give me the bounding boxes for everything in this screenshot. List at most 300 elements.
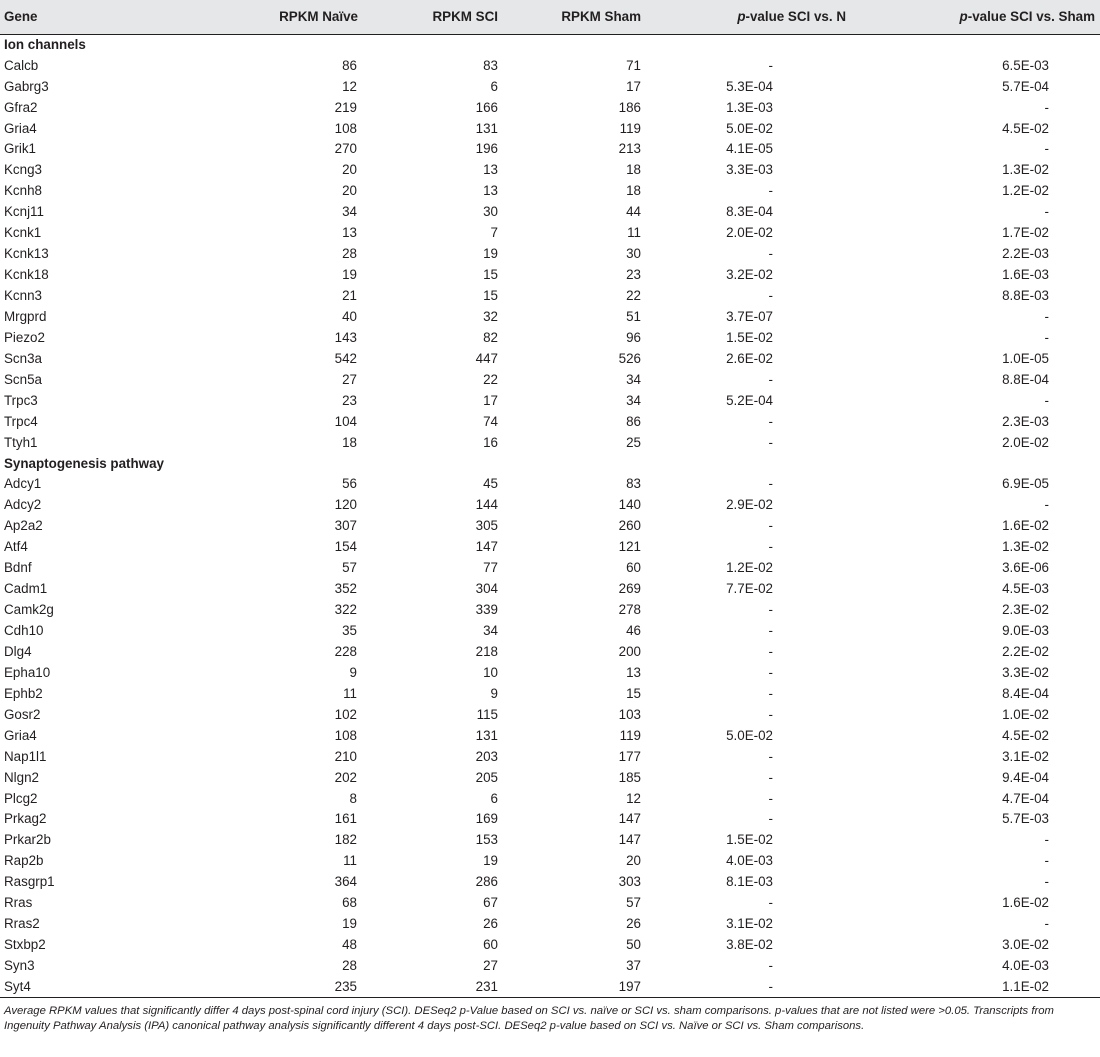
cell-p-sci-vs-sham: 8.8E-03 — [1002, 288, 1049, 304]
header-p-sci-vs-sham — [859, 0, 1100, 34]
cell-p-sci-vs-n: - — [768, 664, 773, 680]
table-row — [0, 830, 1100, 851]
cell-rpkm-naive: 23 — [342, 392, 357, 408]
cell-gene: Gabrg3 — [4, 78, 49, 94]
cell-rpkm-sci: 26 — [483, 916, 498, 932]
cell-p-sci-vs-sham: 1.6E-02 — [1002, 518, 1049, 534]
cell-gene: Rap2b — [4, 853, 44, 869]
table-row — [0, 264, 1100, 285]
cell-p-sci-vs-sham: - — [1044, 204, 1049, 220]
cell-p-sci-vs-sham: - — [1044, 853, 1049, 869]
cell-p-sci-vs-n: - — [768, 539, 773, 555]
cell-gene: Plcg2 — [4, 790, 38, 806]
cell-rpkm-naive: 352 — [334, 581, 357, 597]
cell-rpkm-sham: 278 — [618, 602, 641, 618]
cell-p-sci-vs-sham: 2.0E-02 — [1002, 434, 1049, 450]
cell-p-sci-vs-sham: 3.3E-02 — [1002, 664, 1049, 680]
cell-rpkm-sham: 177 — [618, 748, 641, 764]
table-row — [0, 557, 1100, 578]
table-body — [0, 34, 1100, 997]
header-rpkm-sci: RPKM SCI — [366, 0, 506, 34]
cell-p-sci-vs-n: - — [768, 371, 773, 387]
cell-rpkm-sham: 140 — [618, 497, 641, 513]
cell-gene: Syn3 — [4, 958, 35, 974]
cell-gene: Mrgprd — [4, 308, 47, 324]
cell-rpkm-sham: 46 — [626, 623, 641, 639]
cell-rpkm-sci: 10 — [483, 664, 498, 680]
header-p-sci-vs-n — [649, 0, 859, 34]
cell-rpkm-naive: 34 — [342, 204, 357, 220]
cell-p-sci-vs-sham: 1.6E-02 — [1002, 895, 1049, 911]
cell-gene: Syt4 — [0, 976, 150, 997]
cell-p-sci-vs-n: - — [768, 246, 773, 262]
table-row — [0, 411, 1100, 432]
cell-gene: Rras2 — [4, 916, 40, 932]
cell-rpkm-naive: 28 — [342, 246, 357, 262]
cell-rpkm-sci: 15 — [483, 288, 498, 304]
cell-p-sci-vs-sham: 6.5E-03 — [1002, 57, 1049, 73]
cell-rpkm-sci: 305 — [475, 518, 498, 534]
cell-rpkm-sham: 11 — [627, 225, 641, 241]
cell-p-sci-vs-n: 4.0E-03 — [726, 853, 773, 869]
cell-rpkm-sham: 86 — [626, 413, 641, 429]
cell-p-sci-vs-sham: - — [1044, 141, 1049, 157]
cell-gene: Piezo2 — [4, 329, 45, 345]
cell-rpkm-sham: 186 — [618, 99, 641, 115]
table-row — [0, 76, 1100, 97]
cell-p-sci-vs-sham: 1.0E-05 — [1002, 350, 1049, 366]
cell-rpkm-sci: 144 — [475, 497, 498, 513]
cell-rpkm-sham: 57 — [626, 895, 641, 911]
cell-p-sci-vs-sham: 5.7E-04 — [1002, 78, 1049, 94]
cell-p-sci-vs-sham: 1.2E-02 — [1002, 183, 1049, 199]
cell-rpkm-naive: 108 — [334, 727, 357, 743]
table-row — [0, 306, 1100, 327]
cell-p-sci-vs-n: - — [768, 769, 773, 785]
table-row — [0, 390, 1100, 411]
cell-rpkm-sci: 19 — [483, 246, 498, 262]
cell-p-sci-vs-n: 2.0E-02 — [726, 225, 773, 241]
cell-p-sci-vs-n: 3.1E-02 — [726, 916, 773, 932]
cell-gene: Camk2g — [4, 602, 54, 618]
cell-rpkm-naive: 20 — [342, 183, 357, 199]
table-row — [0, 976, 1100, 997]
table-row — [0, 662, 1100, 683]
cell-rpkm-sham: 44 — [626, 204, 641, 220]
table-row — [0, 369, 1100, 390]
cell-gene: Nlgn2 — [4, 769, 39, 785]
cell-gene: Dlg4 — [4, 643, 32, 659]
table-row — [0, 725, 1100, 746]
cell-gene: Gosr2 — [4, 706, 41, 722]
cell-rpkm-sci: 131 — [475, 120, 498, 136]
cell-p-sci-vs-n: - — [768, 790, 773, 806]
table-row — [0, 934, 1100, 955]
cell-p-sci-vs-sham: 5.7E-03 — [1002, 811, 1049, 827]
cell-rpkm-sham: 37 — [626, 958, 641, 974]
cell-p-sci-vs-n: - — [768, 476, 773, 492]
table-row — [0, 181, 1100, 202]
table-row — [0, 327, 1100, 348]
cell-gene: Kcnk13 — [4, 246, 49, 262]
cell-p-sci-vs-sham: 6.9E-05 — [1002, 476, 1049, 492]
cell-p-sci-vs-n: 8.3E-04 — [726, 204, 773, 220]
cell-gene: Trpc4 — [4, 413, 38, 429]
cell-p-sci-vs-n: 5.0E-02 — [726, 120, 773, 136]
cell-p-sci-vs-n: 7.7E-02 — [726, 581, 773, 597]
cell-rpkm-naive: 364 — [334, 874, 357, 890]
cell-p-sci-vs-n: - — [768, 518, 773, 534]
cell-rpkm-sci: 67 — [483, 895, 498, 911]
cell-rpkm-sci: 286 — [475, 874, 498, 890]
cell-gene: Trpc3 — [4, 392, 38, 408]
cell-rpkm-naive: 161 — [334, 811, 357, 827]
cell-p-sci-vs-n: 3.7E-07 — [726, 308, 773, 324]
table-row — [0, 348, 1100, 369]
cell-rpkm-naive: 86 — [342, 57, 357, 73]
cell-rpkm-sham: 103 — [618, 706, 641, 722]
section-title: Synaptogenesis pathway — [4, 455, 164, 471]
cell-rpkm-sci: 30 — [483, 204, 498, 220]
table-row — [0, 704, 1100, 725]
cell-rpkm-naive: 120 — [334, 497, 357, 513]
cell-p-sci-vs-sham: 4.0E-03 — [1002, 958, 1049, 974]
cell-p-sci-vs-sham: 2.2E-03 — [1002, 246, 1049, 262]
cell-rpkm-sci: 15 — [483, 267, 498, 283]
cell-gene: Kcng3 — [4, 162, 42, 178]
cell-p-sci-vs-sham: 3.0E-02 — [1002, 937, 1049, 953]
cell-rpkm-sci: 169 — [475, 811, 498, 827]
table-row — [0, 243, 1100, 264]
cell-p-sci-vs-sham: - — [1044, 329, 1049, 345]
cell-rpkm-naive: 27 — [342, 371, 357, 387]
cell-rpkm-sham: 15 — [626, 685, 641, 701]
cell-rpkm-sci: 45 — [483, 476, 498, 492]
section-title: Ion channels — [4, 37, 86, 53]
cell-p-sci-vs-n: - — [768, 183, 773, 199]
cell-p-sci-vs-sham: 4.5E-02 — [1002, 120, 1049, 136]
cell-rpkm-sham: 119 — [619, 120, 641, 136]
cell-rpkm-sham: 303 — [618, 874, 641, 890]
cell-rpkm-sham: 185 — [618, 769, 641, 785]
table-row — [0, 285, 1100, 306]
cell-rpkm-naive: 11 — [343, 853, 357, 869]
cell-p-sci-vs-sham: 1.0E-02 — [1002, 706, 1049, 722]
cell-p-sci-vs-n: 5.0E-02 — [726, 727, 773, 743]
cell-gene: Kcnh8 — [4, 183, 42, 199]
cell-p-sci-vs-n: - — [768, 57, 773, 73]
cell-gene: Ap2a2 — [4, 518, 43, 534]
cell-gene: Kcnn3 — [4, 288, 42, 304]
table-row — [0, 746, 1100, 767]
cell-rpkm-sci: 27 — [483, 958, 498, 974]
header-p-sci-vs-sham-text: -value SCI vs. Sham — [967, 9, 1095, 25]
cell-p-sci-vs-n: - — [768, 623, 773, 639]
cell-p-sci-vs-n: - — [768, 413, 773, 429]
cell-p-sci-vs-n: 3.8E-02 — [726, 937, 773, 953]
cell-rpkm-sham: 26 — [626, 916, 641, 932]
cell-p-sci-vs-sham: 1.1E-02 — [859, 976, 1100, 997]
cell-rpkm-naive: 235 — [150, 976, 366, 997]
header-p-sci-vs-sham-italic: p — [959, 9, 968, 25]
cell-p-sci-vs-sham: 1.3E-02 — [1002, 162, 1049, 178]
cell-rpkm-sham: 18 — [626, 162, 641, 178]
cell-p-sci-vs-n: - — [768, 685, 773, 701]
table-row — [0, 516, 1100, 537]
cell-rpkm-naive: 210 — [334, 748, 357, 764]
table-row — [0, 641, 1100, 662]
cell-rpkm-sci: 218 — [475, 643, 498, 659]
cell-rpkm-sci: 166 — [475, 99, 498, 115]
cell-p-sci-vs-n: 1.3E-03 — [726, 99, 773, 115]
cell-p-sci-vs-sham: 1.7E-02 — [1002, 225, 1049, 241]
cell-rpkm-sham: 119 — [619, 727, 641, 743]
cell-rpkm-sci: 16 — [483, 434, 498, 450]
cell-rpkm-naive: 18 — [342, 434, 357, 450]
cell-gene: Ephb2 — [4, 685, 43, 701]
cell-p-sci-vs-sham: 4.5E-03 — [1002, 581, 1049, 597]
cell-gene: Prkag2 — [4, 811, 47, 827]
table-row — [0, 537, 1100, 558]
cell-p-sci-vs-n: 3.3E-03 — [726, 162, 773, 178]
cell-rpkm-sci: 6 — [490, 78, 498, 94]
cell-rpkm-naive: 19 — [342, 267, 357, 283]
cell-rpkm-naive: 542 — [334, 350, 357, 366]
cell-p-sci-vs-sham: - — [1044, 874, 1049, 890]
cell-rpkm-sham: 526 — [618, 350, 641, 366]
cell-p-sci-vs-sham: 3.6E-06 — [1002, 560, 1049, 576]
cell-gene: Bdnf — [4, 560, 32, 576]
cell-rpkm-sham: 147 — [618, 832, 641, 848]
cell-p-sci-vs-sham: 1.3E-02 — [1002, 539, 1049, 555]
cell-rpkm-naive: 20 — [342, 162, 357, 178]
table-row — [0, 851, 1100, 872]
cell-rpkm-naive: 68 — [342, 895, 357, 911]
cell-p-sci-vs-sham: 8.4E-04 — [1002, 685, 1049, 701]
cell-rpkm-sham: 147 — [618, 811, 641, 827]
cell-rpkm-sham: 22 — [626, 288, 641, 304]
cell-rpkm-sci: 83 — [483, 57, 498, 73]
cell-p-sci-vs-n: - — [768, 706, 773, 722]
cell-rpkm-naive: 13 — [342, 225, 357, 241]
cell-rpkm-naive: 322 — [334, 602, 357, 618]
cell-gene: Rasgrp1 — [4, 874, 55, 890]
table-row — [0, 872, 1100, 893]
table-header-row — [0, 0, 1100, 34]
cell-rpkm-naive: 11 — [343, 685, 357, 701]
cell-p-sci-vs-n: - — [768, 288, 773, 304]
cell-rpkm-sci: 147 — [475, 539, 498, 555]
cell-rpkm-sci: 304 — [475, 581, 498, 597]
cell-rpkm-sham: 51 — [626, 308, 641, 324]
cell-p-sci-vs-sham: 9.4E-04 — [1002, 769, 1049, 785]
cell-gene: Epha10 — [4, 664, 51, 680]
cell-rpkm-naive: 35 — [342, 623, 357, 639]
cell-rpkm-naive: 28 — [342, 958, 357, 974]
cell-rpkm-sci: 17 — [483, 392, 498, 408]
table-row — [0, 788, 1100, 809]
cell-rpkm-sci: 339 — [475, 602, 498, 618]
cell-p-sci-vs-sham: 8.8E-04 — [1002, 371, 1049, 387]
cell-gene: Scn3a — [4, 350, 42, 366]
cell-p-sci-vs-n: 1.5E-02 — [726, 329, 773, 345]
cell-p-sci-vs-sham: - — [1044, 832, 1049, 848]
cell-rpkm-sci: 115 — [476, 706, 498, 722]
cell-rpkm-naive: 9 — [349, 664, 357, 680]
cell-p-sci-vs-n: - — [649, 976, 859, 997]
table-row — [0, 222, 1100, 243]
cell-rpkm-sham: 197 — [506, 976, 649, 997]
table-row — [0, 202, 1100, 223]
cell-gene: Kcnj11 — [4, 204, 44, 220]
cell-rpkm-sci: 60 — [483, 937, 498, 953]
table-row — [0, 892, 1100, 913]
cell-p-sci-vs-n: - — [768, 643, 773, 659]
table-row — [0, 432, 1100, 453]
cell-gene: Scn5a — [4, 371, 42, 387]
cell-gene: Gria4 — [4, 727, 37, 743]
cell-gene: Prkar2b — [4, 832, 51, 848]
cell-p-sci-vs-sham: - — [1044, 392, 1049, 408]
cell-rpkm-sci: 231 — [366, 976, 506, 997]
cell-p-sci-vs-sham: 1.6E-03 — [1002, 267, 1049, 283]
cell-rpkm-sci: 13 — [483, 162, 498, 178]
cell-p-sci-vs-sham: 2.3E-02 — [1002, 602, 1049, 618]
cell-gene: Atf4 — [4, 539, 28, 555]
cell-gene: Cdh10 — [4, 623, 44, 639]
cell-rpkm-naive: 202 — [334, 769, 357, 785]
cell-p-sci-vs-sham: 2.2E-02 — [1002, 643, 1049, 659]
table-row — [0, 55, 1100, 76]
cell-p-sci-vs-n: 2.6E-02 — [726, 350, 773, 366]
cell-rpkm-sham: 83 — [626, 476, 641, 492]
table-row — [0, 97, 1100, 118]
cell-rpkm-naive: 307 — [334, 518, 357, 534]
cell-rpkm-naive: 228 — [334, 643, 357, 659]
cell-rpkm-sham: 34 — [626, 371, 641, 387]
cell-rpkm-sham: 20 — [626, 853, 641, 869]
cell-p-sci-vs-n: 5.3E-04 — [726, 78, 773, 94]
table-row — [0, 913, 1100, 934]
cell-p-sci-vs-n: - — [768, 958, 773, 974]
cell-rpkm-naive: 182 — [334, 832, 357, 848]
cell-gene: Kcnk1 — [4, 225, 42, 241]
table-row — [0, 578, 1100, 599]
cell-rpkm-sham: 260 — [618, 518, 641, 534]
cell-p-sci-vs-n: 4.1E-05 — [726, 141, 773, 157]
cell-rpkm-naive: 19 — [342, 916, 357, 932]
cell-gene: Nap1l1 — [4, 748, 47, 764]
cell-p-sci-vs-sham: - — [1044, 99, 1049, 115]
cell-gene: Kcnk18 — [4, 267, 49, 283]
cell-rpkm-naive: 12 — [342, 78, 357, 94]
cell-gene: Ttyh1 — [4, 434, 38, 450]
cell-rpkm-sci: 6 — [490, 790, 498, 806]
cell-gene: Calcb — [4, 57, 39, 73]
cell-rpkm-sci: 203 — [475, 748, 498, 764]
cell-p-sci-vs-sham: 2.3E-03 — [1002, 413, 1049, 429]
cell-rpkm-naive: 104 — [334, 413, 357, 429]
cell-gene: Gfra2 — [4, 99, 38, 115]
cell-rpkm-sci: 447 — [475, 350, 498, 366]
cell-rpkm-sci: 9 — [490, 685, 498, 701]
cell-rpkm-naive: 108 — [334, 120, 357, 136]
table-row — [0, 620, 1100, 641]
cell-p-sci-vs-n: 3.2E-02 — [726, 267, 773, 283]
cell-gene: Gria4 — [4, 120, 37, 136]
cell-rpkm-sci: 82 — [483, 329, 498, 345]
cell-rpkm-sci: 19 — [483, 853, 498, 869]
cell-rpkm-sci: 13 — [483, 183, 498, 199]
cell-p-sci-vs-n: 1.2E-02 — [726, 560, 773, 576]
header-p-sci-vs-n-italic: p — [737, 9, 746, 25]
cell-rpkm-sci: 205 — [475, 769, 498, 785]
cell-p-sci-vs-sham: 4.5E-02 — [1002, 727, 1049, 743]
cell-rpkm-sham: 96 — [626, 329, 641, 345]
cell-rpkm-sham: 60 — [626, 560, 641, 576]
cell-rpkm-sham: 23 — [626, 267, 641, 283]
cell-rpkm-naive: 102 — [334, 706, 357, 722]
cell-rpkm-sham: 25 — [626, 434, 641, 450]
cell-rpkm-sci: 153 — [475, 832, 498, 848]
cell-rpkm-naive: 8 — [349, 790, 357, 806]
cell-rpkm-sci: 7 — [490, 225, 498, 241]
cell-rpkm-sham: 30 — [626, 246, 641, 262]
cell-rpkm-sci: 196 — [475, 141, 498, 157]
cell-p-sci-vs-sham: - — [1044, 308, 1049, 324]
cell-rpkm-sci: 34 — [483, 623, 498, 639]
section-header-row — [0, 453, 1100, 474]
cell-gene: Adcy1 — [4, 476, 42, 492]
cell-rpkm-naive: 154 — [334, 539, 357, 555]
table-row — [0, 767, 1100, 788]
table-row — [0, 474, 1100, 495]
cell-rpkm-sham: 269 — [618, 581, 641, 597]
cell-rpkm-naive: 40 — [342, 308, 357, 324]
table-row — [0, 683, 1100, 704]
header-p-sci-vs-n-text: -value SCI vs. N — [745, 9, 846, 25]
table-row — [0, 809, 1100, 830]
cell-rpkm-sham: 12 — [626, 790, 641, 806]
table-row — [0, 495, 1100, 516]
cell-p-sci-vs-sham: - — [1044, 916, 1049, 932]
cell-rpkm-sham: 13 — [626, 664, 641, 680]
cell-rpkm-sci: 22 — [483, 371, 498, 387]
cell-p-sci-vs-n: 8.1E-03 — [726, 874, 773, 890]
cell-rpkm-sham: 34 — [626, 392, 641, 408]
cell-p-sci-vs-n: 1.5E-02 — [726, 832, 773, 848]
cell-p-sci-vs-sham: 3.1E-02 — [1002, 748, 1049, 764]
section-header-row — [0, 34, 1100, 55]
cell-rpkm-naive: 219 — [334, 99, 357, 115]
table-row — [0, 599, 1100, 620]
cell-rpkm-sham: 200 — [618, 643, 641, 659]
cell-rpkm-sci: 32 — [483, 308, 498, 324]
cell-gene: Adcy2 — [4, 497, 42, 513]
cell-rpkm-naive: 57 — [342, 560, 357, 576]
cell-p-sci-vs-sham: 4.7E-04 — [1002, 790, 1049, 806]
table-row — [0, 955, 1100, 976]
cell-rpkm-naive: 48 — [342, 937, 357, 953]
header-gene: Gene — [0, 0, 150, 34]
cell-rpkm-sci: 131 — [475, 727, 498, 743]
cell-rpkm-sham: 18 — [626, 183, 641, 199]
cell-rpkm-naive: 21 — [342, 288, 357, 304]
table-row — [0, 160, 1100, 181]
cell-p-sci-vs-sham: 9.0E-03 — [1002, 623, 1049, 639]
cell-rpkm-sham: 121 — [618, 539, 641, 555]
cell-p-sci-vs-n: - — [768, 895, 773, 911]
